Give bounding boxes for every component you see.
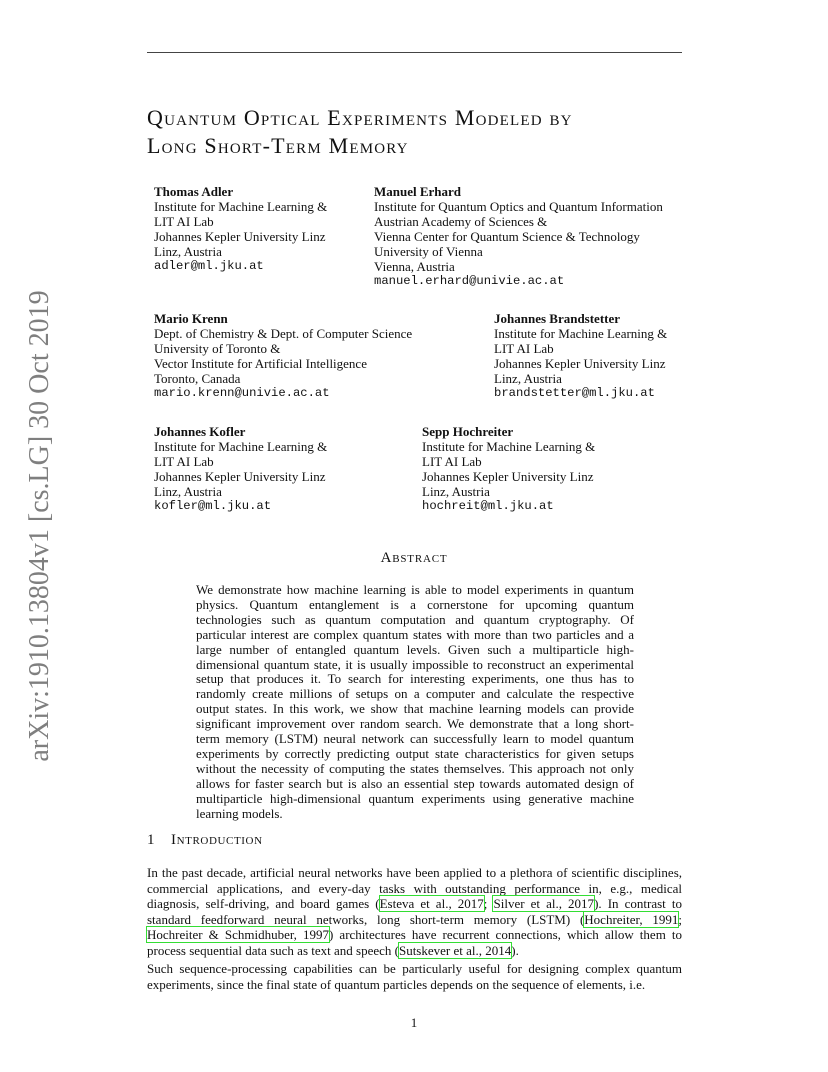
author-block (154, 424, 327, 514)
affiliation-line: Vienna, Austria (374, 259, 455, 274)
affiliation-line: Institute for Machine Learning & (154, 199, 328, 214)
author-block (422, 424, 595, 514)
author-name: Johannes Brandstetter (494, 311, 621, 326)
affiliation-line: Vector Institute for Artificial Intelligence (154, 356, 367, 371)
affiliation-line: LIT AI Lab (494, 341, 554, 356)
affiliation-line: Linz, Austria (154, 244, 222, 259)
author-email[interactable]: mario.krenn@univie.ac.at (154, 386, 330, 400)
author-email[interactable]: brandstetter@ml.jku.at (494, 386, 655, 400)
top-rule (147, 52, 682, 53)
affiliation-line: Austrian Academy of Sciences & (374, 214, 548, 229)
paragraph-text: ). In contrast to standard feedforward neural networks, long short-term memory (LSTM) ( (147, 896, 682, 927)
author-name: Johannes Kofler (154, 424, 246, 439)
author-name: Mario Krenn (154, 311, 228, 326)
affiliation-line: Johannes Kepler University Linz (154, 229, 326, 244)
affiliation-line: Institute for Machine Learning & (494, 326, 668, 341)
intro-paragraph-1 (147, 865, 682, 958)
author-email[interactable]: adler@ml.jku.at (154, 259, 264, 273)
affiliation-line: Dept. of Chemistry & Dept. of Computer Science (154, 326, 413, 341)
affiliation-line: Johannes Kepler University Linz (154, 469, 326, 484)
author-name: Thomas Adler (154, 184, 234, 199)
paragraph-text: In the past decade, artificial neural networks have been applied to a plethora of scientific disciplines, commercial applications, and every-day tasks with outstanding performance in, e.g., medical diagnosis, self-driving, and board games ( (147, 865, 682, 911)
paragraph-text: ) architectures have recurrent connections, which allow them to process sequential data such as text and speech ( (147, 927, 683, 958)
citation-link[interactable]: Hochreiter, 1991 (584, 911, 679, 927)
citation-link[interactable]: Hochreiter & Schmidhuber, 1997 (147, 927, 330, 942)
author-name: Sepp Hochreiter (422, 424, 514, 439)
affiliation-line: Linz, Austria (494, 371, 562, 386)
author-block (494, 311, 667, 401)
affiliation-line: LIT AI Lab (154, 214, 214, 229)
author-email[interactable]: manuel.erhard@univie.ac.at (374, 274, 565, 288)
author-block (154, 311, 412, 401)
paper-title (147, 104, 687, 160)
affiliation-line: Toronto, Canada (154, 371, 241, 386)
affiliation-line: Johannes Kepler University Linz (422, 469, 594, 484)
affiliation-line: Institute for Machine Learning & (154, 439, 328, 454)
affiliation-line: Institute for Machine Learning & (422, 439, 596, 454)
citation-link[interactable]: Sutskever et al., 2014 (398, 942, 512, 958)
affiliation-line: University of Vienna (374, 244, 483, 259)
arxiv-identifier: arXiv:1910.13804v1 [cs.LG] 30 Oct 2019 (24, 290, 55, 762)
abstract-text: We demonstrate how machine learning is able to model experiments in quantum physics. Quantum entanglement is a cornerstone for upcoming quantum technologies such as quantum computation and quantum cryptography. Of particular interest are complex quantum states with more than two particles and a large number of entangled quantum levels. Given such a multiparticle high-dimensional quantum state, it is usually impossible to reconstruct an experimental setup that produces it. To search for interesting experiments, one thus has to randomly create millions of setups on a computer and calculate the respective output states. In this work, we show that machine learning models can provide significant improvement over random search. We demonstrate that a long short-term memory (LSTM) neural network can successfully learn to model quantum experiments by correctly predicting output state characteristics for given setups without the necessity of computing the states themselves. This approach not only allows for faster search but is also an essential step towards automated design of multiparticle high-dimensional quantum experiments using generative machine learning models. (196, 582, 634, 821)
citation-link[interactable]: Esteva et al., 2017 (379, 896, 484, 911)
citation-link[interactable]: Silver et al., 2017 (493, 896, 595, 911)
paragraph-text: ). (511, 942, 519, 958)
affiliation-line: University of Toronto & (154, 341, 281, 356)
section-title: Introduction (171, 832, 263, 848)
paragraph-text: ; (483, 896, 494, 911)
intro-paragraph-2: Such sequence-processing capabilities can be particularly useful for designing complex quantum experiments, since the final state of quantum particles depends on the sequence of elements, i.e. (147, 961, 682, 992)
page-number: 1 (410, 1015, 418, 1030)
affiliation-line: Johannes Kepler University Linz (494, 356, 666, 371)
author-block (374, 184, 663, 289)
author-name: Manuel Erhard (374, 184, 462, 199)
paragraph-text: ; (678, 911, 682, 927)
author-email[interactable]: hochreit@ml.jku.at (422, 499, 554, 513)
section-number: 1 (147, 832, 156, 848)
affiliation-line: Linz, Austria (422, 484, 490, 499)
title-line-2: Long Short-Term Memory (147, 133, 409, 158)
section-heading-introduction (147, 832, 263, 849)
abstract-heading: Abstract (380, 550, 448, 566)
affiliation-line: Institute for Quantum Optics and Quantum Information (374, 199, 663, 214)
author-block (154, 184, 327, 274)
affiliation-line: Linz, Austria (154, 484, 222, 499)
affiliation-line: LIT AI Lab (422, 454, 482, 469)
title-line-1: Quantum Optical Experiments Modeled by (147, 105, 573, 130)
author-email[interactable]: kofler@ml.jku.at (154, 499, 272, 513)
affiliation-line: LIT AI Lab (154, 454, 214, 469)
affiliation-line: Vienna Center for Quantum Science & Technology (374, 229, 640, 244)
